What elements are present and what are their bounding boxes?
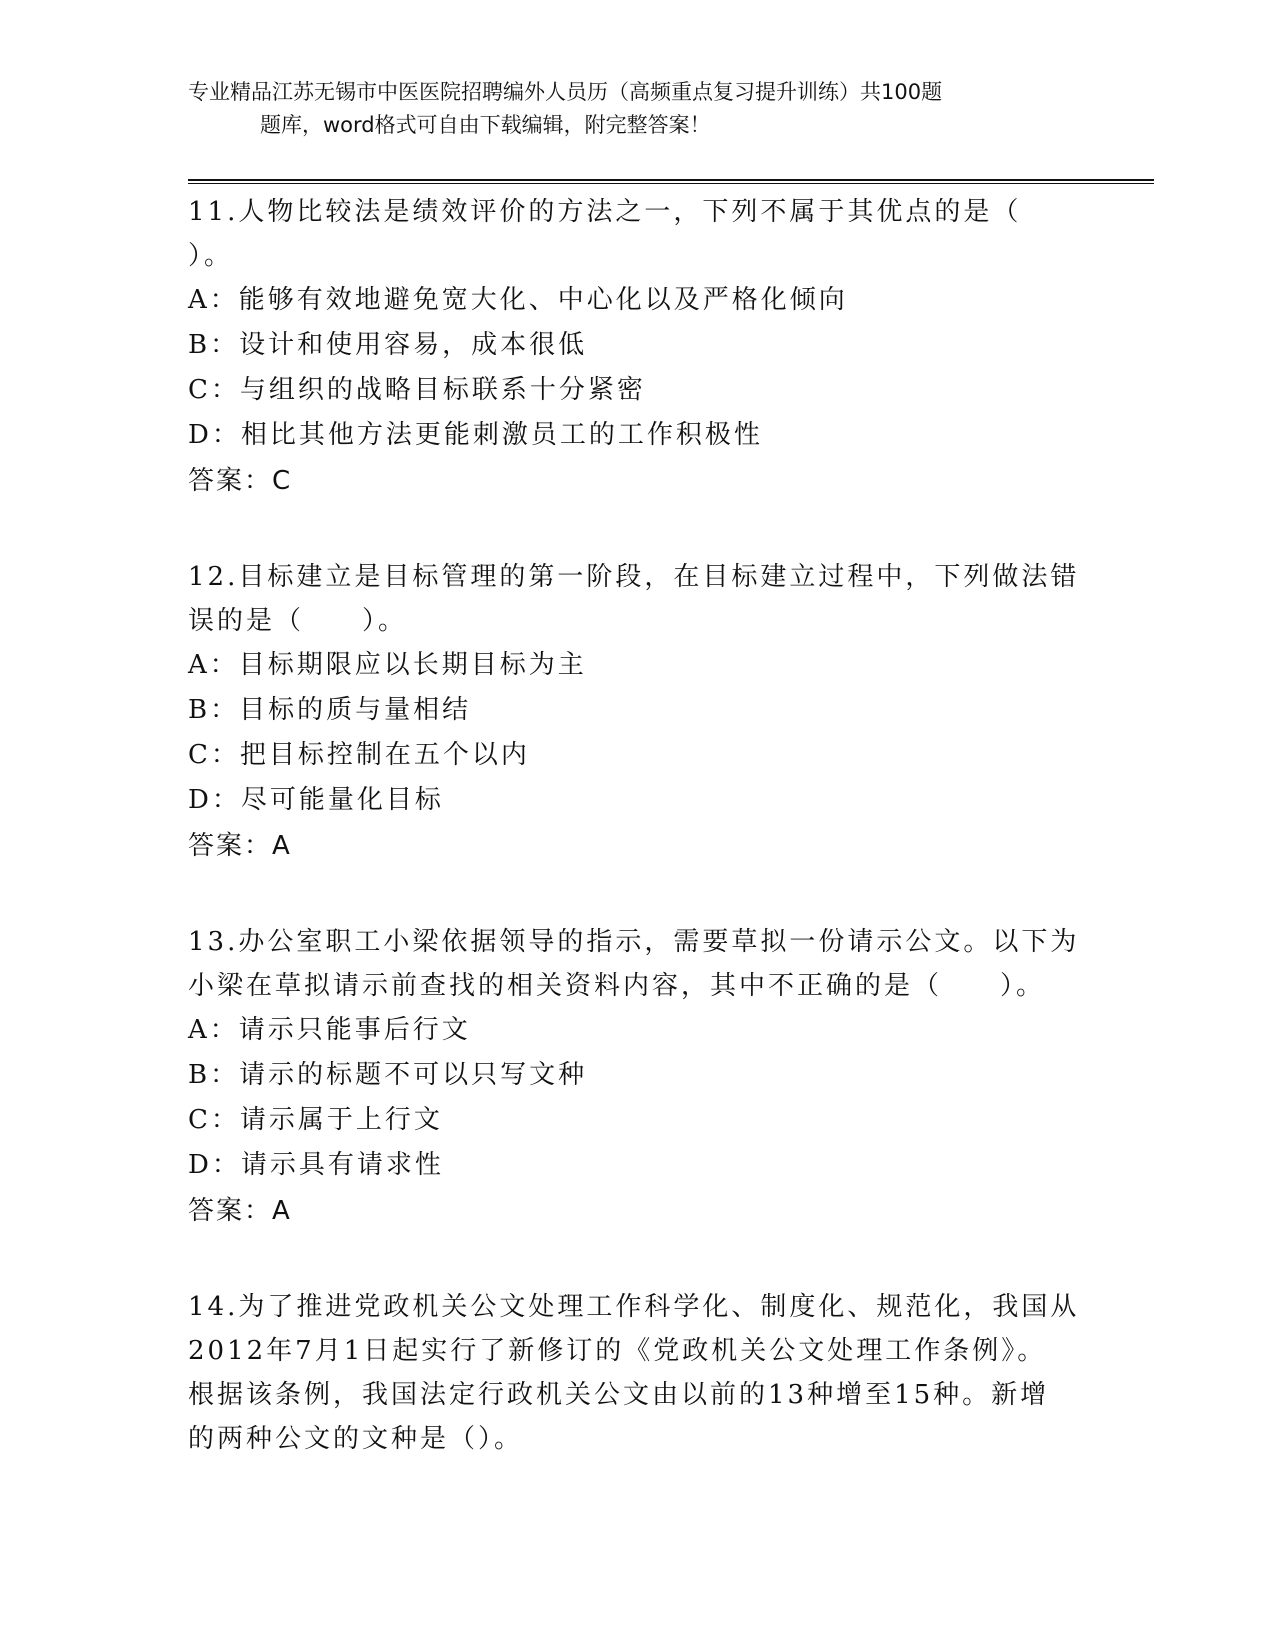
question-stem: [188, 190, 1088, 278]
stem-line: 14.为了推进党政机关公文处理工作科学化、制度化、规范化，我国从: [188, 1292, 1080, 1322]
option-b: B：请示的标题不可以只写文种: [188, 1060, 588, 1090]
option-a: A：请示只能事后行文: [188, 1015, 471, 1045]
stem-line: 11.人物比较法是绩效评价的方法之一，下列不属于其优点的是（: [188, 197, 1022, 227]
option-b: B：目标的质与量相结: [188, 695, 472, 725]
option-b: B：设计和使用容易，成本很低: [188, 330, 588, 360]
question-12: [188, 555, 1088, 869]
stem-line: 误的是（ ）。: [188, 606, 408, 636]
option-d: D：相比其他方法更能刺激员工的工作积极性: [188, 420, 763, 450]
question-14: [188, 1285, 1088, 1461]
answer: 答案：C: [188, 466, 293, 496]
option-c: C：与组织的战略目标联系十分紧密: [188, 375, 646, 405]
question-list: [188, 190, 1088, 1512]
stem-line: 的两种公文的文种是（）。: [188, 1424, 524, 1454]
question-stem: [188, 920, 1088, 1008]
stem-line: 根据该条例，我国法定行政机关公文由以前的13种增至15种。新增: [188, 1380, 1050, 1410]
header-divider-thick: [188, 179, 1154, 181]
question-13: [188, 920, 1088, 1234]
question-stem: [188, 1285, 1088, 1461]
option-c: C：请示属于上行文: [188, 1105, 443, 1135]
stem-line: ）。: [188, 241, 234, 271]
option-a: A：目标期限应以长期目标为主: [188, 650, 587, 680]
stem-line: 2012年7月1日起实行了新修订的《党政机关公文处理工作条例》。: [188, 1336, 1047, 1366]
header-title-line-1: 专业精品江苏无锡市中医医院招聘编外人员历（高频重点复习提升训练）共100题: [188, 80, 943, 104]
stem-line: 小梁在草拟请示前查找的相关资料内容，其中不正确的是（ ）。: [188, 971, 1046, 1001]
header-divider-thin: [188, 183, 1154, 184]
option-d: D：尽可能量化目标: [188, 785, 444, 815]
answer: 答案：A: [188, 1196, 292, 1226]
document-header: [188, 76, 1088, 142]
option-c: C：把目标控制在五个以内: [188, 740, 530, 770]
question-11: [188, 190, 1088, 504]
header-title-line-2: 题库，word格式可自由下载编辑，附完整答案！: [260, 113, 711, 137]
question-stem: [188, 555, 1088, 643]
option-d: D：请示具有请求性: [188, 1150, 444, 1180]
option-a: A：能够有效地避免宽大化、中心化以及严格化倾向: [188, 285, 848, 315]
stem-line: 13.办公室职工小梁依据领导的指示，需要草拟一份请示公文。以下为: [188, 927, 1080, 957]
answer: 答案：A: [188, 831, 292, 861]
stem-line: 12.目标建立是目标管理的第一阶段，在目标建立过程中，下列做法错: [188, 562, 1080, 592]
